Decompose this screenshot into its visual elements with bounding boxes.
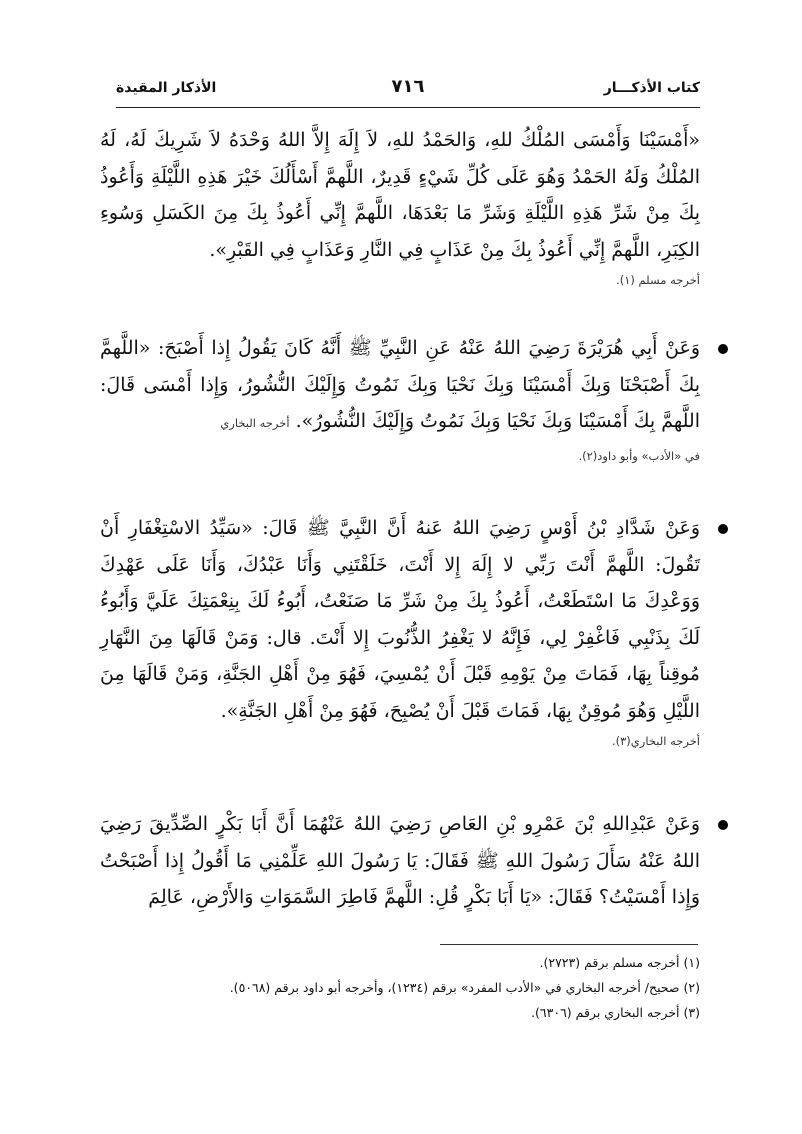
block-source: أخرجه البخاري(٣). [611,734,700,748]
page-number: ٧١٦ [391,76,425,97]
block-source: في «الأدب» وأبو داود(٢). [578,448,700,463]
main-text [100,122,700,290]
header-divider [116,107,700,108]
text-block-3 [100,510,700,751]
footnote-3: (٣) أخرجه البخاري برقم (٦٣٠٦). [531,1005,700,1020]
block-text: وَعَنْ عَبْدِاللهِ بْنَ عَمْرِو بْنِ العَاصِ رَضِيَ اللهُ عَنْهُمَا أَنَّ أَبَا بَكْرٍ الصِّدِّيقَ رَضِيَ اللهُ عَنْهُ سَأَلَ رَسُولَ اللهِ ﷺ فَقَالَ: يَا رَسُولَ اللهِ عَلِّمْنِي مَا أَقُولُ إِذا أَصْبَحْتُ وَإِذا أَمْسَيْتُ؟ فَقَالَ: «يَا أَبَا بَكْرٍ قُلِ: اللَّهمَّ فَاطِرَ السَّمَوَاتِ وَالأَرْضِ، عَالِمَ [100,813,700,908]
block-text: وَعَنْ شَدَّادِ بْنُ أَوْسٍ رَضِيَ اللهُ عَنهُ أَنَّ النَّبِيَّ ﷺ قَالَ: «سَيِّدُ الاسْتِغْفَارِ أَنْ تَقُولَ: اللَّهمَّ أَنْتَ رَبِّي لا إِلَهَ إِلا أَنْتَ، خَلَقْتَنِي وَأَنَا عَبْدُكَ، وَأَنَا عَلَى عَهْدِكَ وَوَعْدِكَ مَا اسْتَطَعْتُ، أَعُوذُ بِكَ مِنْ شَرِّ مَا صَنَعْتُ، أَبُوءُ لَكَ بِنِعْمَتِكَ عَلَيَّ وَأَبُوءُ لَكَ بِذَنْبِي فَاغْفِرْ لِي، فَإِنَّهُ لا يَغْفِرُ الذُّنُوبَ إِلا أَنْتَ. قال: وَمَنْ قَالَهَا مِنَ النَّهَارِ مُوقِناً بِهَا، فَمَاتَ مِنْ يَوْمِهِ قَبْلَ أَنْ يُمْسِيَ، فَهُوَ مِنْ أَهْلِ الجَنَّةِ، وَمَنْ قَالَهَا مِنَ اللَّيْلِ وَهُوَ مُوقِنٌ بِهَا، فَمَاتَ قَبْلَ أَنْ يُصْبِحَ، فَهُوَ مِنْ أَهْلِ الجَنَّةِ». [100,517,700,722]
section-title: الأذكار المقيدة [116,80,217,96]
text-block-1 [100,122,700,290]
bullet-icon [718,524,728,534]
block-text [100,330,700,442]
block-source: أخرجه مسلم (١). [616,273,700,287]
page-header [116,76,700,104]
book-title: كتاب الأذكـــار [603,80,700,96]
footnote-divider [440,944,698,945]
text-block-2 [100,330,700,466]
block-text-content: وَعَنْ أَبِي هُرَيْرَةَ رَضِيَ اللهُ عَنْهُ عَنِ النَّبِيِّ ﷺ أَنَّهُ كَانَ يَقُولُ إِذا أَصْبَحَ: «اللَّهمَّ بِكَ أَصْبَحْنَا وَبِكَ أَمْسَيْنَا وَبِكَ نَحْيَا وَبِكَ نَمُوتُ وَإِلَيْكَ النُّشُورُ، وَإِذا أَمْسَى قَالَ: اللَّهمَّ بِكَ أَمْسَيْنَا وَبِكَ نَحْيَا وَبِكَ نَمُوتُ وَإِلَيْكَ النُّشُورُ». [100,337,700,432]
text-block-4 [100,806,700,916]
bullet-icon [718,820,728,830]
bullet-icon [718,344,728,354]
footnote-2: (٢) صحيح/ أخرجه البخاري في «الأدب المفرد» برقم (١٢٣٤)، وأخرجه أبو داود برقم (٥٠٦٨). [229,980,700,995]
block-source-inline: أخرجه البخاري [220,416,290,430]
footnote-1: (١) أخرجه مسلم برقم (٢٧٢٣). [539,955,700,970]
block-text: «أَمْسَيْنَا وَأَمْسَى المُلْكُ للهِ، وَالحَمْدُ للهِ، لاَ إِلَهَ إِلاَّ اللهُ وَحْدَهُ لاَ شَرِيكَ لَهُ، لَهُ المُلْكُ وَلَهُ الحَمْدُ وَهُوَ عَلَى كُلِّ شَيْءٍ قَدِيرٌ، اللَّهمَّ أَسْأَلُكَ خَيْرَ هَذِهِ اللَّيْلَةِ وَأَعُوذُ بِكَ مِنْ شَرِّ هَذِهِ اللَّيْلَةِ وَشَرِّ مَا بَعْدَهَا، اللَّهمَّ إِنِّي أَعُوذُ بِكَ مِنَ الكَسَلِ وَسُوءِ الكِبَرِ، اللَّهمَّ إِنِّي أَعُوذُ بِكَ مِنْ عَذَابٍ فِي النَّارِ وَعَذَابٍ فِي القَبْرِ». [100,129,700,261]
footnotes [100,950,700,1025]
